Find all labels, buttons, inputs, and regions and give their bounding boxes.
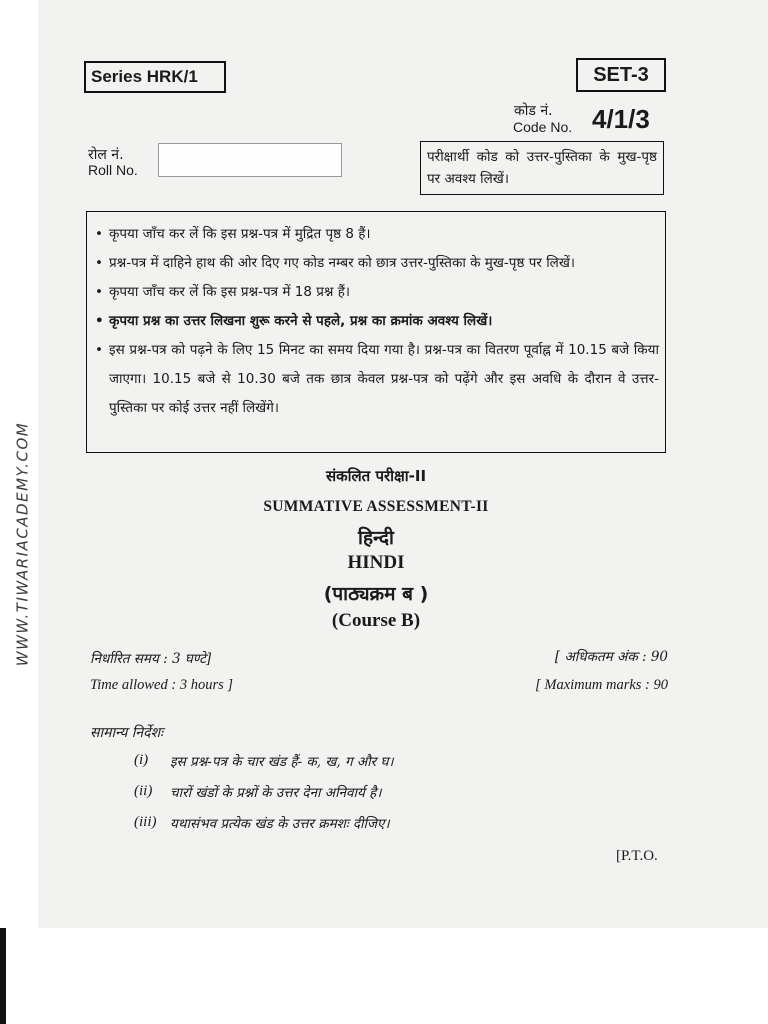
scan-edge-mark [0, 928, 6, 1024]
list-item [134, 752, 614, 783]
roll-label-english: Roll No. [88, 162, 138, 178]
candidate-code-note: परीक्षार्थी कोड को उत्तर-पुस्तिका के मुख-पृष्ठ पर अवश्य लिखें। [420, 141, 664, 195]
time-allowed-english: Time allowed : 3 hours ] [90, 677, 233, 693]
max-marks-hindi: [ अधिकतम अंक : 90 [554, 649, 668, 665]
course-english: (Course B) [331, 610, 421, 631]
please-turn-over: [P.T.O. [616, 848, 658, 864]
instruction-item: • कृपया जाँच कर लें कि इस प्रश्न-पत्र में मुद्रित पृष्ठ 8 हैं। [95, 220, 659, 249]
instruction-item: • इस प्रश्न-पत्र को पढ़ने के लिए 15 मिनट का समय दिया गया है। प्रश्न-पत्र का वितरण पूर्वाह्न में 10.15 बजे किया जाएगा। 10.15 बजे से 10.30 बजे तक छात्र केवल प्रश्न-पत्र को पढ़ेंगे और इस अवधि के दौरान वे उत्तर-पुस्तिका पर कोई उत्तर नहीं लिखेंगे। [95, 336, 659, 423]
list-item-number: (iii) [134, 814, 157, 830]
list-item-text: चारों खंडों के प्रश्नों के उत्तर देना अनिवार्य है। [170, 785, 382, 801]
exam-title-english: SUMMATIVE ASSESSMENT-II [263, 498, 489, 515]
series-box: Series HRK/1 [84, 61, 226, 93]
subject-english: HINDI [347, 552, 405, 573]
list-item [134, 814, 614, 845]
code-label-hindi: कोड नं. [514, 103, 553, 119]
roll-label-hindi: रोल नं. [88, 147, 124, 163]
watermark [2, 404, 42, 684]
instruction-item: • प्रश्न-पत्र में दाहिने हाथ की ओर दिए गए कोड नम्बर को छात्र उत्तर-पुस्तिका के मुख-पृष्ठ पर लिखें। [95, 249, 659, 278]
watermark-text: WWW.TIWARIACADEMY.COM [13, 421, 32, 667]
code-number: 4/1/3 [592, 104, 650, 134]
exam-title-hindi: संकलित परीक्षा-II [325, 467, 427, 485]
instructions-box [86, 211, 666, 453]
code-label-english: Code No. [513, 119, 573, 135]
subject-hindi: हिन्दी [358, 527, 394, 549]
list-item-number: (ii) [134, 783, 153, 799]
course-hindi: (पाठ्यक्रम ब ) [323, 583, 429, 605]
instruction-item: • कृपया जाँच कर लें कि इस प्रश्न-पत्र में 18 प्रश्न हैं। [95, 278, 659, 307]
time-allowed-hindi: निर्धारित समय : 3 घण्टे] [90, 651, 212, 667]
set-box: SET-3 [576, 58, 666, 92]
roll-number-field[interactable] [158, 143, 342, 177]
instruction-item: • कृपया प्रश्न का उत्तर लिखना शुरू करने से पहले, प्रश्न का क्रमांक अवश्य लिखें। [95, 307, 659, 336]
general-instructions-heading: सामान्य निर्देशः [90, 725, 163, 741]
general-instructions-list [134, 752, 614, 845]
list-item-number: (i) [134, 752, 149, 768]
max-marks-english: [ Maximum marks : 90 [535, 677, 668, 693]
list-item [134, 783, 614, 814]
list-item-text: इस प्रश्न-पत्र के चार खंड हैं- क, ख, ग और घ। [170, 754, 394, 770]
list-item-text: यथासंभव प्रत्येक खंड के उत्तर क्रमशः दीजिए। [170, 816, 390, 832]
